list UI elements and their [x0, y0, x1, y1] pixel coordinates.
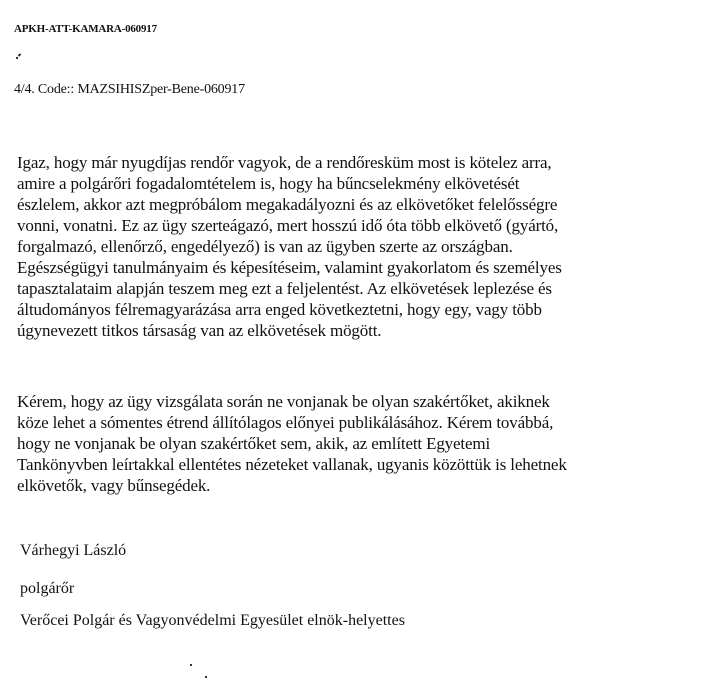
paragraph-line: Kérem, hogy az ügy vizsgálata során ne vonjanak be olyan szakértőket, akiknek	[17, 392, 550, 411]
scan-speck	[18, 53, 22, 56]
scan-speck	[205, 676, 207, 678]
scan-speck	[190, 664, 192, 666]
paragraph-line: elkövetők, vagy bűnsegédek.	[17, 476, 211, 495]
paragraph-line: Igaz, hogy már nyugdíjas rendőr vagyok, de a rendőresküm most is kötelez arra,	[17, 153, 552, 172]
signature-organization: Verőcei Polgár és Vagyonvédelmi Egyesület elnök-helyettes	[20, 612, 405, 629]
paragraph-line: úgynevezett titkos társaság van az elkövetések mögött.	[17, 321, 382, 340]
paragraph-line: forgalmazó, ellenőrző, engedélyező) is van az ügyben szerte az országban.	[17, 237, 513, 256]
paragraph-line: áltudományos félremagyarázása arra enged következtetni, hogy egy, vagy több	[17, 300, 542, 319]
paragraph-line: Egészségügyi tanulmányaim és képesítéseim, valamint gyakorlatom és személyes	[17, 258, 562, 277]
paragraph-line: tapasztalataim alapján teszem meg ezt a feljelentést. Az elkövetések leplezése és	[17, 279, 552, 298]
document-reference-code: 4/4. Code:: MAZSIHISZper-Bene-060917	[14, 82, 245, 97]
paragraph-request	[17, 391, 707, 496]
signature-role: polgárőr	[20, 580, 75, 597]
paragraph-line: vonni, vonatni. Ez az ügy szerteágazó, mert hosszú idő óta több elkövető (gyártó,	[17, 216, 559, 235]
paragraph-line: köze lehet a sómentes étrend állítólagos előnyei publikálásához. Kérem továbbá,	[17, 413, 554, 432]
paragraph-complaint	[17, 152, 707, 341]
paragraph-line: amire a polgárőri fogadalomtételem is, hogy ha bűncselekmény elkövetését	[17, 174, 520, 193]
paragraph-line: hogy ne vonjanak be olyan szakértőket sem, akik, az említett Egyetemi	[17, 434, 491, 453]
paragraph-line: Tankönyvben leírtakkal ellentétes nézeteket vallanak, ugyanis közöttük is lehetnek	[17, 455, 567, 474]
signature-name: Várhegyi László	[20, 542, 127, 559]
paragraph-line: észlelem, akkor azt megpróbálom megakadályozni és az elkövetőket felelősségre	[17, 195, 558, 214]
scan-speck	[16, 57, 18, 59]
document-header-code: APKH-ATT-KAMARA-060917	[14, 23, 157, 35]
